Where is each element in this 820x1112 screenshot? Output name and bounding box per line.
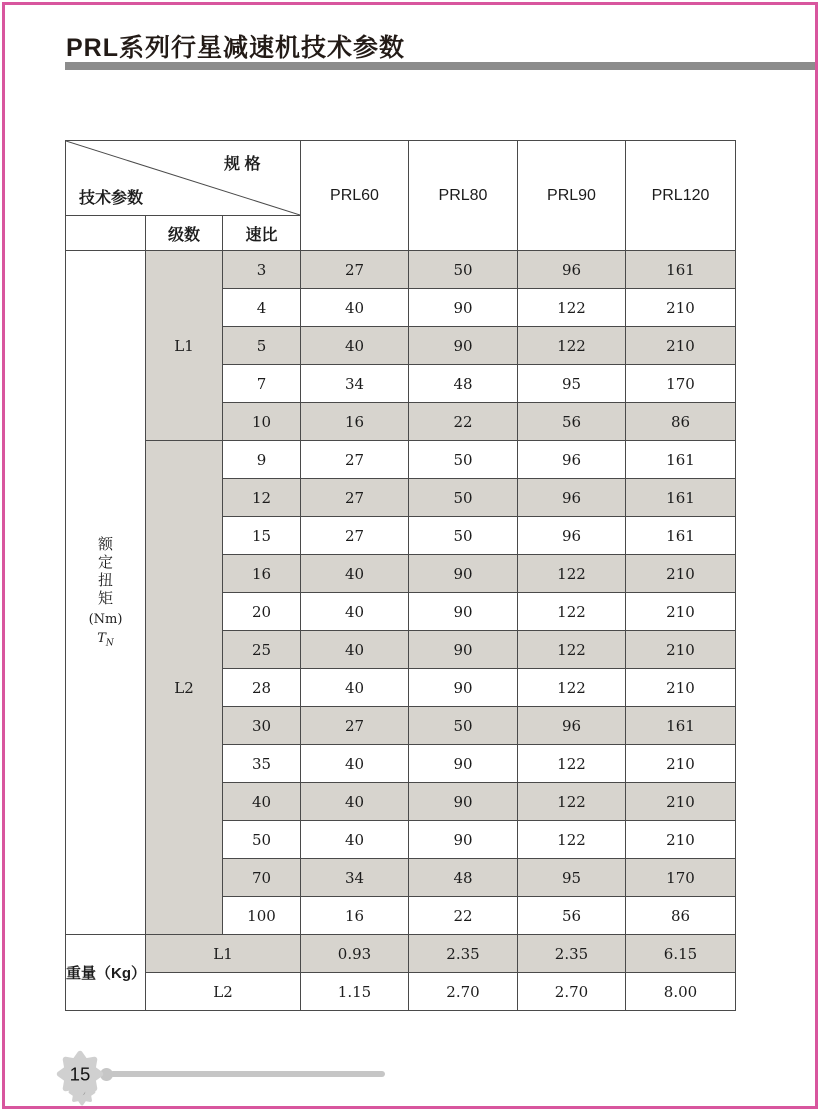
value-cell: 170 [626,859,736,897]
torque-axis-cell [66,251,146,935]
column-header-prl90: PRL90 [518,141,626,251]
torque-symbol-t: T [97,631,106,647]
corner-spec-label: 规 格 [224,156,261,173]
page-title: PRL系列行星减速机技术参数 [66,34,406,62]
spec-table [65,140,736,1011]
value-cell: 86 [626,897,736,935]
weight-value-cell: 2.35 [409,935,518,973]
value-cell: 90 [409,783,518,821]
value-cell: 90 [409,821,518,859]
value-cell: 161 [626,251,736,289]
value-cell: 122 [518,783,626,821]
value-cell: 210 [626,821,736,859]
value-cell: 27 [301,707,409,745]
value-cell: 56 [518,403,626,441]
value-cell: 122 [518,821,626,859]
ratio-cell: 70 [223,859,301,897]
corner-param-label: 技术参数 [79,190,144,207]
stage-cell-l2: L2 [146,441,223,935]
torque-axis-text: 额定扭矩 [96,536,114,609]
value-cell: 90 [409,669,518,707]
value-cell: 122 [518,593,626,631]
corner-empty-cell [66,216,146,251]
value-cell: 50 [409,479,518,517]
ratio-header: 速比 [223,216,301,251]
ratio-cell: 15 [223,517,301,555]
value-cell: 50 [409,251,518,289]
weight-stage-cell: L2 [146,973,301,1011]
ratio-cell: 30 [223,707,301,745]
value-cell: 90 [409,593,518,631]
ratio-cell: 40 [223,783,301,821]
ratio-cell: 28 [223,669,301,707]
ratio-cell: 16 [223,555,301,593]
torque-axis-symbol [97,631,114,649]
weight-value-cell: 6.15 [626,935,736,973]
value-cell: 16 [301,897,409,935]
value-cell: 210 [626,669,736,707]
value-cell: 27 [301,517,409,555]
value-cell: 90 [409,289,518,327]
value-cell: 16 [301,403,409,441]
value-cell: 96 [518,707,626,745]
value-cell: 40 [301,745,409,783]
spec-table-wrap [65,140,736,1011]
value-cell: 27 [301,251,409,289]
value-cell: 96 [518,517,626,555]
value-cell: 48 [409,859,518,897]
value-cell: 90 [409,745,518,783]
ratio-cell: 4 [223,289,301,327]
value-cell: 161 [626,479,736,517]
value-cell: 161 [626,707,736,745]
weight-value-cell: 0.93 [301,935,409,973]
value-cell: 161 [626,441,736,479]
value-cell: 40 [301,289,409,327]
value-cell: 122 [518,631,626,669]
value-cell: 90 [409,327,518,365]
weight-stage-cell: L1 [146,935,301,973]
value-cell: 34 [301,859,409,897]
weight-value-cell: 2.35 [518,935,626,973]
value-cell: 48 [409,365,518,403]
ratio-cell: 5 [223,327,301,365]
table-row [66,441,736,479]
value-cell: 96 [518,251,626,289]
value-cell: 161 [626,517,736,555]
ratio-cell: 7 [223,365,301,403]
value-cell: 210 [626,745,736,783]
ratio-cell: 25 [223,631,301,669]
value-cell: 170 [626,365,736,403]
column-header-prl120: PRL120 [626,141,736,251]
ratio-cell: 50 [223,821,301,859]
title-underline [65,62,816,70]
value-cell: 122 [518,289,626,327]
value-cell: 210 [626,289,736,327]
weight-value-cell: 2.70 [518,973,626,1011]
value-cell: 40 [301,783,409,821]
ratio-cell: 35 [223,745,301,783]
value-cell: 95 [518,365,626,403]
value-cell: 122 [518,327,626,365]
value-cell: 96 [518,441,626,479]
weight-value-cell: 2.70 [409,973,518,1011]
value-cell: 27 [301,479,409,517]
corner-cell [66,141,301,216]
value-cell: 50 [409,517,518,555]
value-cell: 40 [301,821,409,859]
weight-value-cell: 1.15 [301,973,409,1011]
weight-label: 重量（Kg） [66,935,146,1011]
ratio-cell: 9 [223,441,301,479]
value-cell: 40 [301,669,409,707]
value-cell: 210 [626,631,736,669]
ratio-cell: 100 [223,897,301,935]
ratio-cell: 3 [223,251,301,289]
table-row [66,251,736,289]
value-cell: 56 [518,897,626,935]
ratio-cell: 10 [223,403,301,441]
value-cell: 122 [518,555,626,593]
value-cell: 210 [626,593,736,631]
column-header-prl80: PRL80 [409,141,518,251]
torque-symbol-sub: N [105,638,114,649]
value-cell: 122 [518,669,626,707]
value-cell: 96 [518,479,626,517]
value-cell: 210 [626,783,736,821]
value-cell: 40 [301,593,409,631]
value-cell: 95 [518,859,626,897]
stage-header: 级数 [146,216,223,251]
value-cell: 210 [626,327,736,365]
column-header-prl60: PRL60 [301,141,409,251]
value-cell: 40 [301,555,409,593]
torque-axis-unit: (Nm) [88,612,123,628]
value-cell: 90 [409,555,518,593]
value-cell: 27 [301,441,409,479]
stage-cell-l1: L1 [146,251,223,441]
ratio-cell: 20 [223,593,301,631]
value-cell: 50 [409,441,518,479]
value-cell: 22 [409,897,518,935]
torque-axis-label [66,536,145,649]
page-number-gear-icon [54,1048,106,1100]
ratio-cell: 12 [223,479,301,517]
value-cell: 34 [301,365,409,403]
weight-row [66,935,736,973]
value-cell: 40 [301,327,409,365]
weight-row [66,973,736,1011]
value-cell: 22 [409,403,518,441]
value-cell: 86 [626,403,736,441]
value-cell: 90 [409,631,518,669]
value-cell: 50 [409,707,518,745]
page-number: 15 [69,1063,91,1085]
value-cell: 40 [301,631,409,669]
footer-line [110,1071,385,1077]
value-cell: 122 [518,745,626,783]
weight-value-cell: 8.00 [626,973,736,1011]
value-cell: 210 [626,555,736,593]
